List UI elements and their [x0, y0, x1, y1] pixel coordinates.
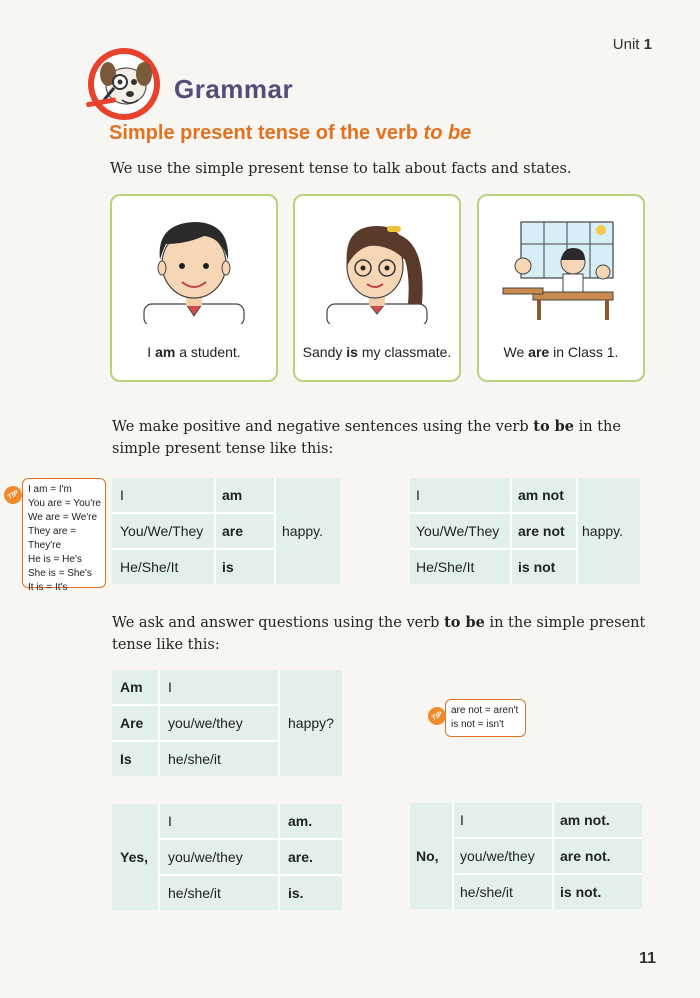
- tip-line: It is = It's: [28, 582, 68, 593]
- table-cell: am not: [518, 487, 564, 503]
- table-cell: He/She/It: [416, 559, 475, 575]
- table-cell: I: [120, 487, 124, 503]
- table-cell: happy?: [288, 715, 334, 731]
- page-number: 11: [639, 950, 656, 967]
- table-cell: is: [222, 559, 234, 575]
- yes-answer-table: [112, 804, 342, 910]
- table-cell: Are: [120, 715, 144, 731]
- tip-line: I am = I'm: [28, 484, 72, 495]
- tip-line: We are = We're: [28, 512, 98, 523]
- tip-line: is not = isn't: [451, 719, 504, 730]
- tip-badge-icon: TIP: [425, 704, 450, 729]
- table-cell: you/we/they: [168, 715, 243, 731]
- unit-label: Unit 1: [612, 36, 652, 53]
- tip-line: He is = He's: [28, 554, 82, 565]
- positive-negative-text: We make positive and negative sentences using the verb to be in the simple present tense like this:: [112, 418, 621, 457]
- tip-line: She is = She's: [28, 568, 92, 579]
- girl-illustration: [309, 204, 445, 324]
- table-cell: Yes,: [120, 849, 149, 865]
- table-cell: Am: [120, 679, 143, 695]
- table-cell: am not.: [560, 812, 610, 828]
- table-cell: he/she/it: [168, 885, 221, 901]
- table-cell: he/she/it: [460, 884, 513, 900]
- table-cell: am: [222, 487, 243, 503]
- table-cell: are not: [518, 523, 565, 539]
- table-cell: I: [168, 679, 172, 695]
- table-cell: I: [168, 813, 172, 829]
- table-cell: you/we/they: [168, 849, 243, 865]
- questions-table: [112, 670, 342, 776]
- table-cell: he/she/it: [168, 751, 221, 767]
- table-cell: I: [460, 812, 464, 828]
- table-cell: are.: [288, 849, 313, 865]
- negative-table: [410, 478, 640, 584]
- tip-line: You are = You're: [28, 498, 101, 509]
- caption-class: We are in Class 1.: [503, 344, 619, 360]
- table-cell: Is: [120, 751, 132, 767]
- caption-student: I am a student.: [147, 344, 241, 360]
- table-cell: are not.: [560, 848, 611, 864]
- section-title: Simple present tense of the verb to be: [109, 122, 472, 144]
- no-answer-table: [410, 803, 642, 909]
- table-cell: You/We/They: [120, 523, 204, 539]
- table-cell: is not.: [560, 884, 602, 900]
- table-cell: He/She/It: [120, 559, 179, 575]
- dog-mascot-logo: [80, 44, 168, 124]
- positive-table: [112, 478, 340, 584]
- negative-contraction-tip-box: [445, 699, 526, 737]
- boy-illustration: [126, 204, 262, 324]
- table-cell: is not: [518, 559, 556, 575]
- tip-line: are not = aren't: [451, 705, 519, 716]
- picture-card-student: [110, 194, 278, 382]
- table-cell: you/we/they: [460, 848, 535, 864]
- grammar-heading: Grammar: [174, 74, 294, 104]
- classroom-illustration: [493, 204, 629, 324]
- tip-line: They are = They're: [28, 526, 77, 551]
- caption-classmate: Sandy is my classmate.: [302, 344, 452, 360]
- intro-text: We use the simple present tense to talk about facts and states.: [110, 161, 572, 177]
- contraction-tip-box: [22, 478, 106, 593]
- table-cell: No,: [416, 848, 439, 864]
- tip-badge-icon: TIP: [1, 483, 26, 508]
- picture-card-class: [477, 194, 645, 382]
- table-cell: happy.: [282, 523, 323, 539]
- table-cell: You/We/They: [416, 523, 500, 539]
- table-cell: I: [416, 487, 420, 503]
- table-cell: am.: [288, 813, 313, 829]
- picture-card-classmate: [293, 194, 461, 382]
- table-cell: are: [222, 523, 244, 539]
- table-cell: happy.: [582, 523, 623, 539]
- questions-text: We ask and answer questions using the verb to be in the simple present tense like this:: [112, 614, 646, 653]
- table-cell: is.: [288, 885, 304, 901]
